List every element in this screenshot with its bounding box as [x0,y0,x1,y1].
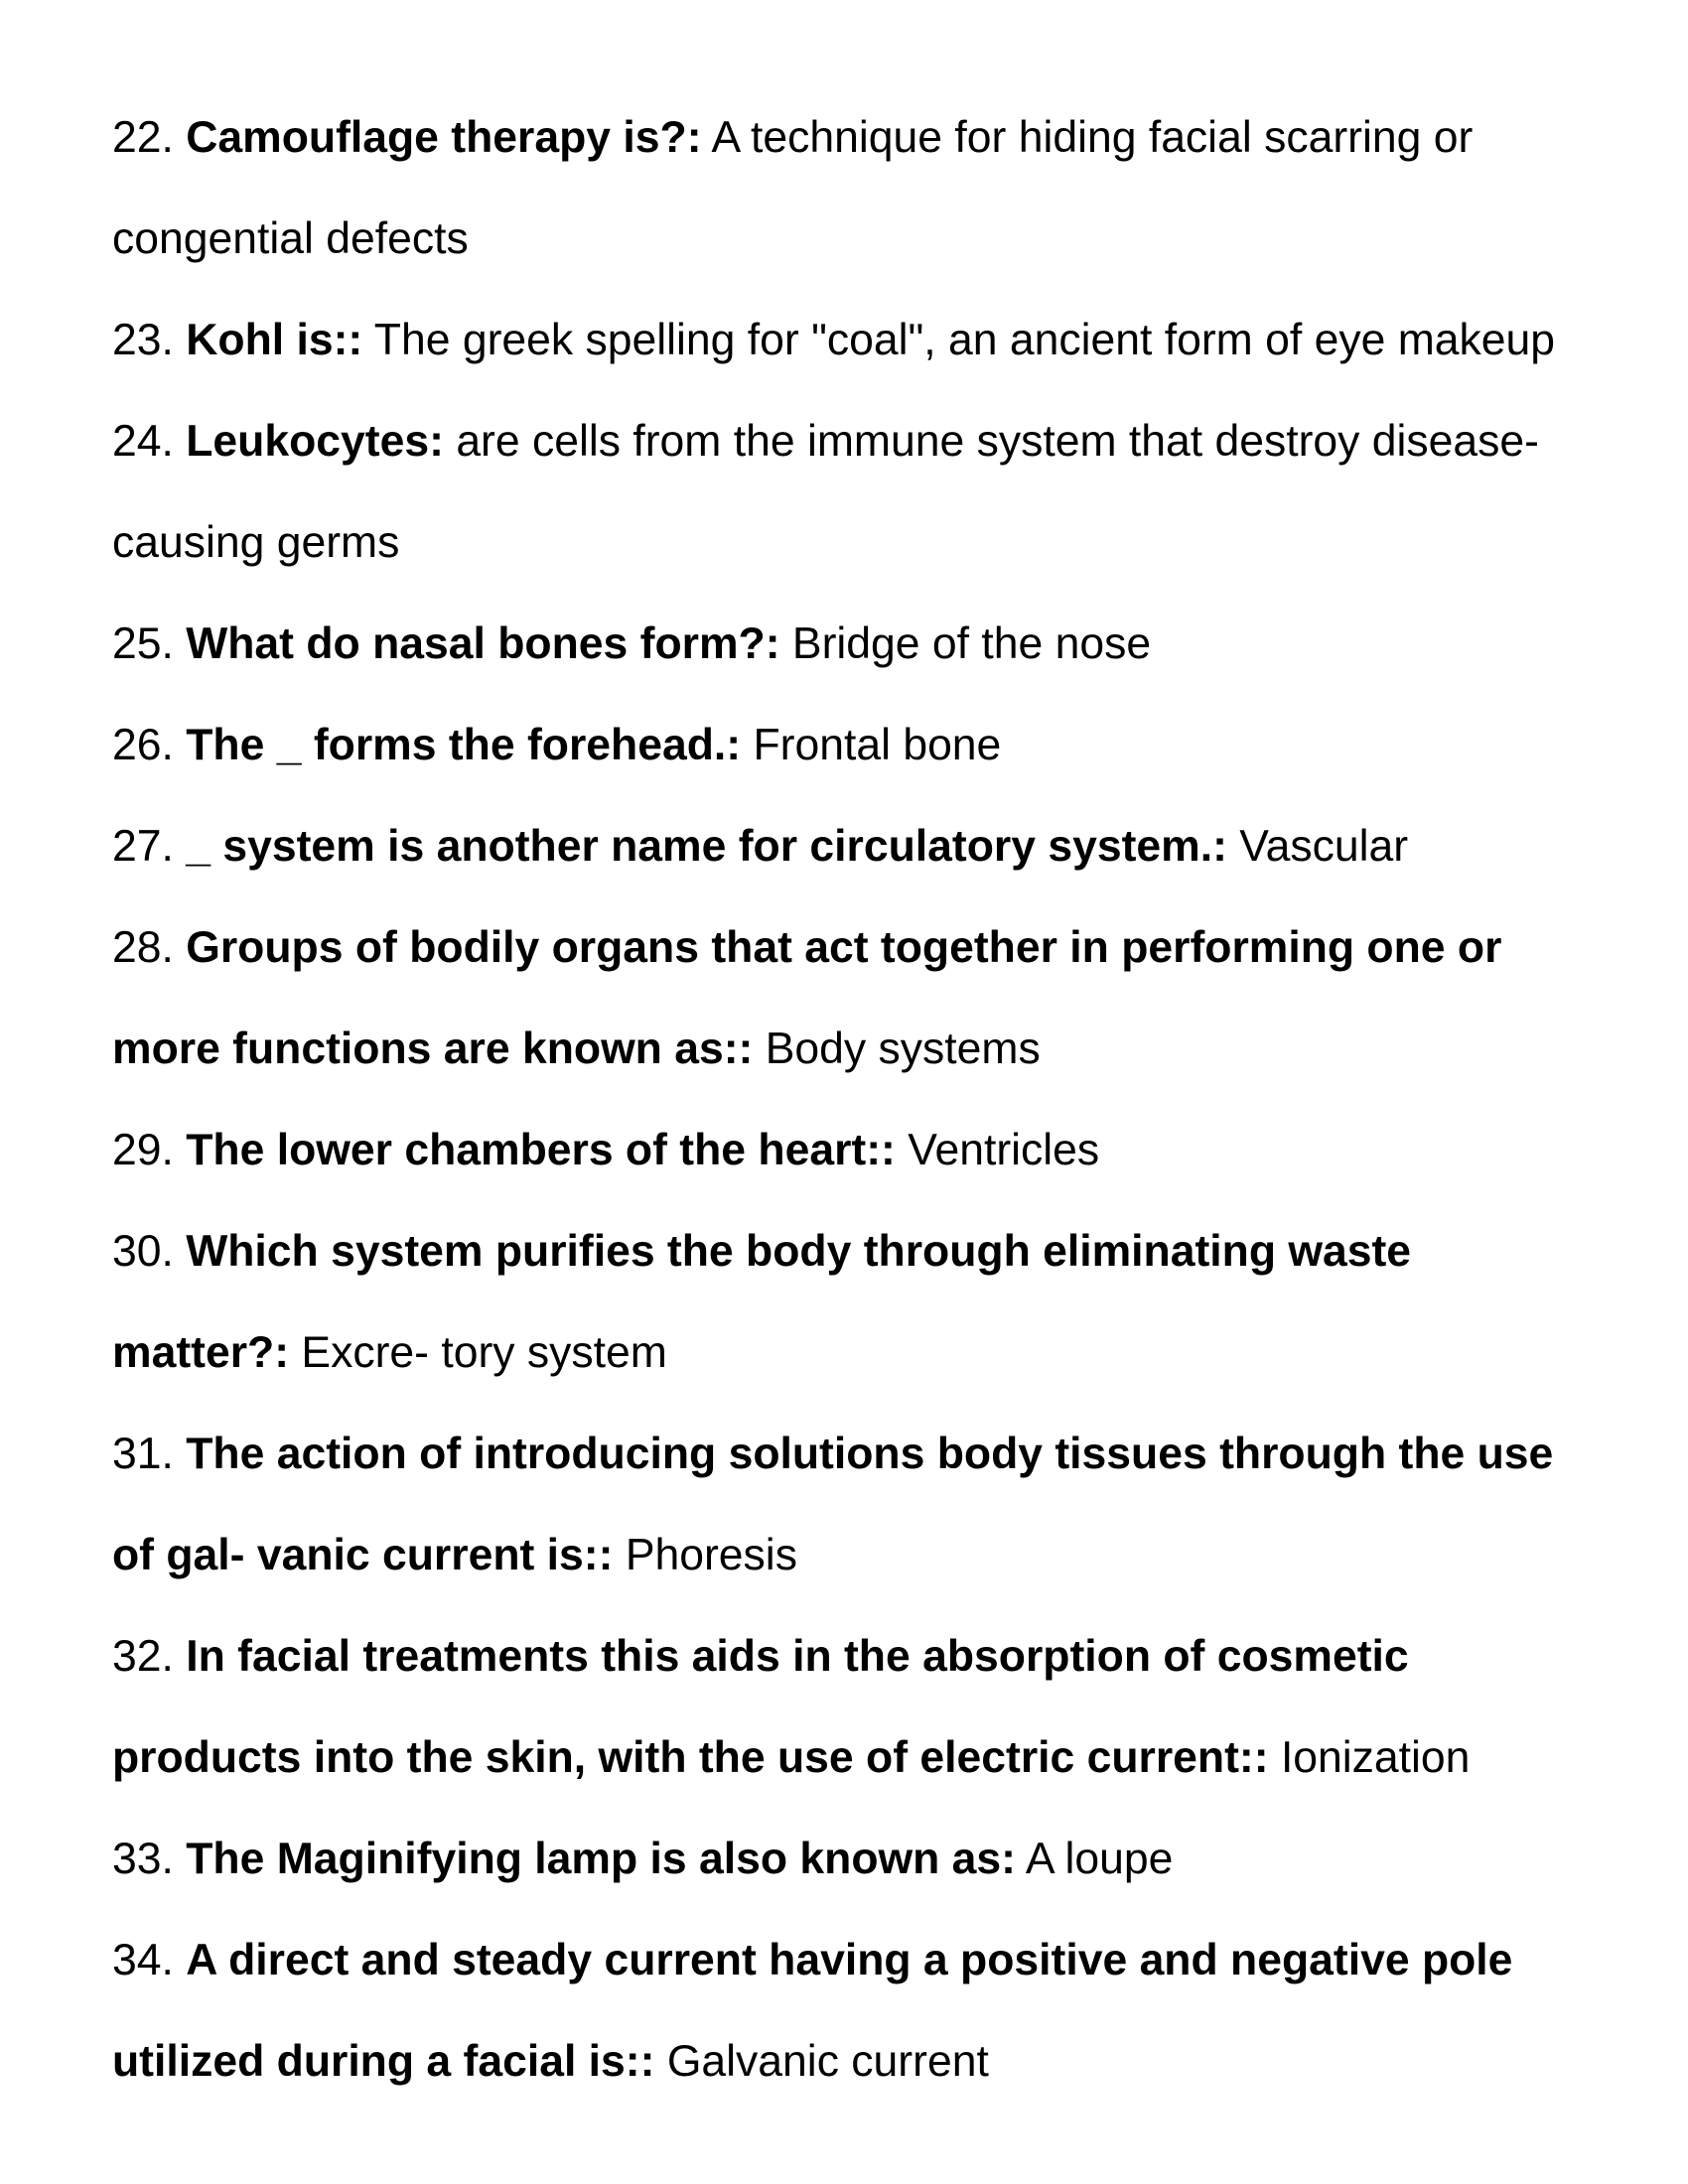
item-answer: A technique for hiding facial scarring or congential defects [112,113,1474,263]
item-question: The Maginifying lamp is also known as: [186,1835,1016,1883]
item-question: The _ forms the forehead.: [186,721,742,769]
item-number: 24. [112,417,174,466]
qa-item-25 [112,594,1582,695]
qa-item-33 [112,1809,1582,1910]
item-answer: Frontal bone [753,721,1002,769]
item-question: The lower chambers of the heart:: [186,1126,896,1174]
item-number: 33. [112,1835,174,1883]
item-question: Leukocytes: [186,417,444,466]
qa-item-23 [112,290,1582,391]
item-answer: Ionization [1280,1733,1471,1782]
qa-item-34 [112,1910,1582,2113]
item-answer: The greek spelling for "coal", an ancient form of eye makeup [373,316,1556,364]
item-number: 32. [112,1632,174,1681]
item-question: Groups of bodily organs that act together in performing one or more functions are known as:: [112,923,1502,1073]
item-number: 22. [112,113,174,162]
item-number: 28. [112,923,174,972]
qa-item-31 [112,1404,1582,1606]
document-page [112,87,1582,2113]
item-answer: A loupe [1025,1835,1174,1883]
item-answer: Body systems [765,1024,1041,1073]
qa-item-28 [112,897,1582,1100]
item-answer: are cells from the immune system that destroy disease-causing germs [112,417,1539,567]
item-answer: Ventricles [908,1126,1100,1174]
item-number: 26. [112,721,174,769]
item-number: 29. [112,1126,174,1174]
item-answer: Galvanic current [666,2037,989,2086]
item-number: 31. [112,1430,174,1478]
item-question: _ system is another name for circulatory system.: [186,822,1227,871]
qa-item-27 [112,796,1582,897]
qa-item-32 [112,1606,1582,1809]
item-question: Which system purifies the body through eliminating waste matter?: [112,1227,1412,1377]
item-number: 23. [112,316,174,364]
item-question: A direct and steady current having a positive and negative pole utilized during a facial is:: [112,1936,1513,2086]
item-number: 27. [112,822,174,871]
item-question: The action of introducing solutions body tissues through the use of gal- vanic current is:: [112,1430,1554,1579]
item-question: In facial treatments this aids in the absorption of cosmetic products into the skin, with the use of electric current:: [112,1632,1409,1782]
qa-item-30 [112,1201,1582,1404]
qa-item-24 [112,391,1582,594]
item-answer: Vascular [1239,822,1409,871]
item-number: 30. [112,1227,174,1276]
item-number: 34. [112,1936,174,1984]
item-number: 25. [112,619,174,668]
item-answer: Phoresis [625,1531,797,1579]
qa-item-29 [112,1100,1582,1201]
item-question: Kohl is:: [186,316,363,364]
item-question: What do nasal bones form?: [186,619,780,668]
qa-item-26 [112,695,1582,796]
qa-item-22 [112,87,1582,290]
item-answer: Bridge of the nose [791,619,1152,668]
item-question: Camouflage therapy is?: [186,113,702,162]
item-answer: Excre- tory system [301,1328,667,1377]
